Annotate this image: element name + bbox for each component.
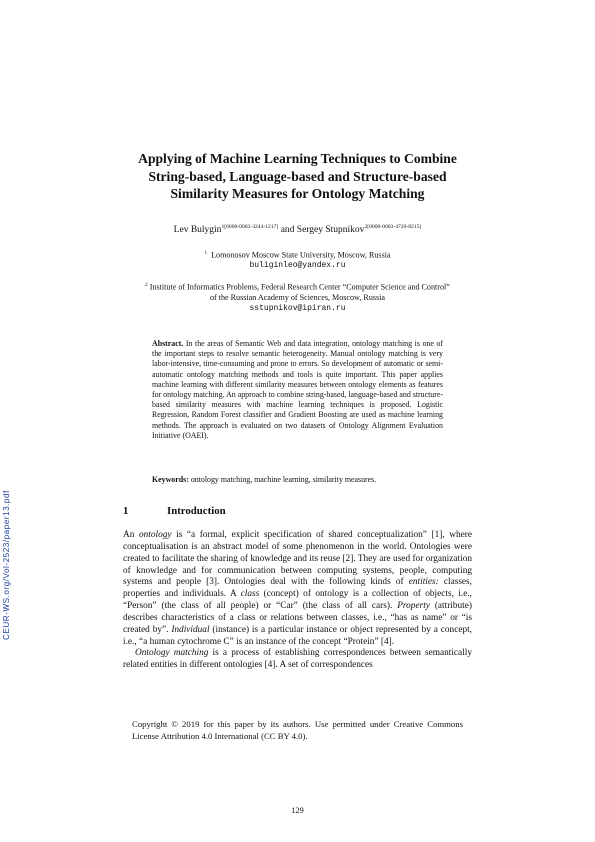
affiliation-1-mark: 1 [204, 250, 208, 256]
author-conjunction: and [278, 225, 297, 236]
intro-p1-text-1: An [123, 530, 139, 540]
intro-paragraph-2 [123, 648, 472, 672]
author-2-name: Sergey Stupnikov [296, 225, 365, 236]
term-individual: Individual [171, 624, 210, 635]
affiliation-2-text-line-2: of the Russian Academy of Sciences, Moscow, Russia [209, 293, 386, 303]
keywords-text: ontology matching, machine learning, similarity measures. [190, 475, 377, 484]
introduction-body [123, 530, 472, 672]
title-line-1: Applying of Machine Learning Techniques to Combine [138, 151, 457, 166]
affiliation-1-email[interactable]: buliginleo@yandex.ru [249, 261, 346, 271]
term-ontology: ontology [138, 530, 172, 540]
intro-paragraph-1 [123, 530, 472, 648]
affiliation-2 [110, 280, 485, 314]
keywords [152, 475, 443, 485]
intro-p1-text-4: (concept) of ontology is a collection of objects, i.e., “Person” (the class of all people) or “Car” (the class of all cars). [123, 589, 472, 612]
author-1-name: Lev Bulygin [173, 225, 222, 236]
intro-p1-text-3: classes, properties and individuals. A [123, 577, 472, 600]
abstract-text: In the areas of Semantic Web and data integration, ontology matching is one of the important steps to resolve semantic heterogeneity. Manual ontology matching is very labor-intensive, time-consuming and prone to errors. So development of automatic or semi-automatic ontology matching methods and tools is quite important. This paper applies machine learning with different similarity measures between ontology elements as features for ontology matching. An approach to combine string-based, language-based and structure-based similarity measures with machine learning techniques is proposed. Logistic Regression, Random Forest classifier and Gradient Boosting are used as machine learning methods. The approach is evaluated on two datasets of Ontology Alignment Evaluation Initiative (OAEI). [152, 339, 443, 440]
copyright-notice: Copyright © 2019 for this paper by its authors. Use permitted under Creative Commons License Attribution 4.0 International (CC BY 4.0). [132, 719, 463, 741]
affiliation-2-mark: 2 [145, 282, 148, 288]
title-line-3: Similarity Measures for Ontology Matching [170, 186, 425, 201]
abstract [152, 339, 443, 441]
term-entities: entities: [408, 577, 439, 588]
affiliation-1 [110, 248, 485, 272]
intro-p1-text-6: (instance) is a particular instance or object represented by a concept, i.e., “a human cytochrome C” is an instance of the concept “Protein” [4]. [123, 624, 472, 647]
affiliation-1-text: Lomonosov Moscow State University, Moscow, Russia [211, 250, 391, 260]
intro-p1-text-5: (attribute) describes characteristics of a class or relations between classes, i.e., “has as name” or “is created by”. [123, 601, 472, 635]
author-2-orcid: 2[0000-0003-4720-8215] [364, 224, 422, 230]
term-ontology-matching: Ontology matching [135, 648, 209, 659]
term-class: class [240, 589, 260, 600]
term-property: Property [397, 601, 430, 612]
section-title: Introduction [167, 505, 226, 517]
ceur-side-stamp[interactable]: CEUR-WS.org/Vol-2523/paper13.pdf [2, 490, 11, 640]
keywords-label: Keywords: [152, 475, 189, 484]
title-line-2: String-based, Language-based and Structure-based [148, 168, 447, 184]
intro-p1-text-2: is “a formal, explicit specification of shared conceptualization” [1], where conceptualisation is an abstract model of some phenomenon in the world. Ontologies were created to facilitate the sharing of knowledge and its reuse [2]. They are used for organization of knowledge and for communication between computing systems, people, computing systems and people [3]. Ontologies deal with the following kinds of [123, 530, 472, 588]
section-number: 1 [123, 505, 129, 517]
paper-title [95, 150, 500, 203]
author-1-orcid: 1[0000-0003-3244-1217] [221, 224, 279, 230]
author-line [95, 224, 500, 235]
section-heading [123, 505, 226, 517]
page-number: 129 [291, 806, 304, 815]
affiliation-2-email[interactable]: sstupnikov@ipiran.ru [249, 303, 346, 313]
abstract-label: Abstract. [152, 339, 184, 348]
intro-p2-text-1: is a process of establishing correspondences between semantically related entities in different ontologies [4]. A set of correspondences [123, 648, 472, 671]
affiliation-2-text-line-1: Institute of Informatics Problems, Federal Research Center “Computer Science and Control” [149, 282, 450, 292]
